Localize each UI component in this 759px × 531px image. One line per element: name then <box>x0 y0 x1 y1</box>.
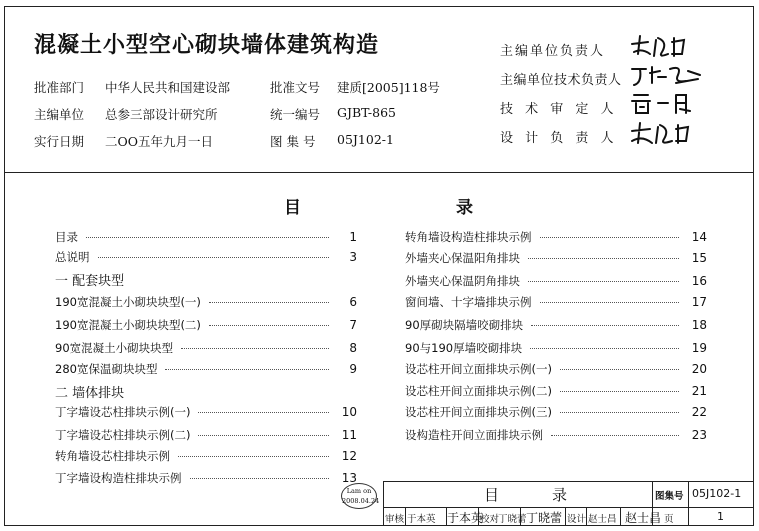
meta-value-atlas-no: 05J102-1 <box>337 132 394 147</box>
signature-technical-reviewer <box>628 89 708 117</box>
leader-dots <box>540 237 680 238</box>
title-block-row-divider <box>383 507 754 508</box>
atlas-no-value: 05J102-1 <box>692 487 742 500</box>
meta-value-unified-no: GJBT-865 <box>337 105 396 120</box>
signature-chief-unit-head <box>628 32 708 60</box>
signature-design-lead <box>628 117 708 147</box>
toc-entry[interactable]: 丁字墙设芯柱排块示例(二) 11 <box>55 428 357 442</box>
title-block-col-divider <box>586 507 587 526</box>
leader-dots <box>530 348 679 349</box>
resp-technical-reviewer: 技 术 审 定 人 <box>500 102 618 117</box>
toc-entry[interactable]: 丁字墙设构造柱排块示例 13 <box>55 471 357 485</box>
meta-value-approval-no: 建质[2005]118号 <box>337 80 440 95</box>
toc-entry[interactable]: 转角墙设构造柱排块示例 14 <box>405 230 707 244</box>
received-stamp: Lam on 2008.04.24 <box>341 483 377 509</box>
toc-heading-left: 目 <box>284 198 301 218</box>
toc-entry[interactable]: 190宽混凝土小砌块块型(一) 6 <box>55 295 357 309</box>
meta-label-atlas-no: 图 集 号 <box>270 134 316 149</box>
review-label: 审核 <box>385 514 405 525</box>
meta-value-effective-date: 二OO五年九月一日 <box>105 134 213 149</box>
toc-entry[interactable]: 设芯柱开间立面排块示例(二) 21 <box>405 384 707 398</box>
leader-dots <box>551 435 679 436</box>
resp-chief-unit-head: 主编单位负责人 <box>500 44 606 59</box>
toc-heading-right: 录 <box>456 198 473 218</box>
leader-dots <box>560 369 679 370</box>
toc-section-heading: 一 配套块型 <box>55 274 125 289</box>
title-block-col-divider <box>405 507 406 526</box>
toc-entry[interactable]: 90与190厚墙咬砌排块 19 <box>405 341 707 355</box>
toc-entry[interactable]: 外墙夹心保温阳角排块 15 <box>405 251 707 265</box>
header-divider <box>4 172 754 173</box>
leader-dots <box>86 237 329 238</box>
atlas-no-label: 图集号 <box>655 491 684 502</box>
leader-dots <box>98 257 330 258</box>
leader-dots <box>209 302 329 303</box>
meta-label-approve-dept: 批准部门 <box>34 80 85 95</box>
leader-dots <box>198 412 329 413</box>
leader-dots <box>181 348 329 349</box>
signature-chief-unit-tech-head <box>628 61 708 89</box>
toc-entry[interactable]: 设芯柱开间立面排块示例(一) 20 <box>405 362 707 376</box>
leader-dots <box>198 435 329 436</box>
review-name: 于本英 <box>407 514 436 525</box>
leader-dots <box>540 302 680 303</box>
check-signature: 丁晓蕾 <box>526 511 563 525</box>
drawing-title-right: 录 <box>552 486 568 504</box>
toc-entry[interactable]: 90宽混凝土小砌块块型 8 <box>55 341 357 355</box>
leader-dots <box>190 478 330 479</box>
leader-dots <box>209 325 329 326</box>
atlas-title: 混凝土小型空心砌块墙体建筑构造 <box>34 32 380 58</box>
toc-entry[interactable]: 转角墙设芯柱排块示例 12 <box>55 449 357 463</box>
toc-entry[interactable]: 设芯柱开间立面排块示例(三) 22 <box>405 405 707 419</box>
toc-entry[interactable]: 总说明 3 <box>55 250 357 264</box>
title-block-col-divider <box>620 507 621 526</box>
page-number: 1 <box>717 510 724 523</box>
leader-dots <box>531 325 679 326</box>
resp-design-lead: 设 计 负 责 人 <box>500 131 618 146</box>
review-signature: 于本英 <box>447 511 484 525</box>
meta-label-approval-no: 批准文号 <box>270 80 321 95</box>
design-signature: 赵士昌 <box>625 511 662 525</box>
toc-entry[interactable]: 280宽保温砌块块型 9 <box>55 362 357 376</box>
toc-section-heading: 二 墙体排块 <box>55 386 125 401</box>
resp-chief-unit-tech-head: 主编单位技术负责人 <box>500 73 622 88</box>
toc-entry[interactable]: 90厚砌块隔墙咬砌排块 18 <box>405 318 707 332</box>
check-name: 丁晓蕾 <box>498 514 527 525</box>
title-block-col-divider <box>688 481 689 526</box>
leader-dots <box>528 258 679 259</box>
drawing-title-left: 目 <box>484 486 500 504</box>
leader-dots <box>560 391 679 392</box>
toc-entry[interactable]: 窗间墙、十字墙排块示例 17 <box>405 295 707 309</box>
meta-label-chief-unit: 主编单位 <box>34 107 85 122</box>
check-label: 校对 <box>480 514 500 525</box>
toc-entry[interactable]: 外墙夹心保温阴角排块 16 <box>405 274 707 288</box>
meta-value-approve-dept: 中华人民共和国建设部 <box>105 80 231 95</box>
leader-dots <box>560 412 679 413</box>
meta-label-effective-date: 实行日期 <box>34 134 85 149</box>
toc-entry[interactable]: 190宽混凝土小砌块块型(二) 7 <box>55 318 357 332</box>
page-label: 页 <box>664 514 674 525</box>
design-label: 设计 <box>567 514 587 525</box>
leader-dots <box>178 456 329 457</box>
leader-dots <box>165 369 329 370</box>
toc-entry[interactable]: 目录 1 <box>55 230 357 244</box>
design-name: 赵士昌 <box>588 514 617 525</box>
title-block-col-divider <box>565 507 566 526</box>
toc-entry[interactable]: 设构造柱开间立面排块示例 23 <box>405 428 707 442</box>
leader-dots <box>528 281 679 282</box>
meta-value-chief-unit: 总参三部设计研究所 <box>105 107 218 122</box>
meta-label-unified-no: 统一编号 <box>270 107 321 122</box>
toc-entry[interactable]: 丁字墙设芯柱排块示例(一) 10 <box>55 405 357 419</box>
